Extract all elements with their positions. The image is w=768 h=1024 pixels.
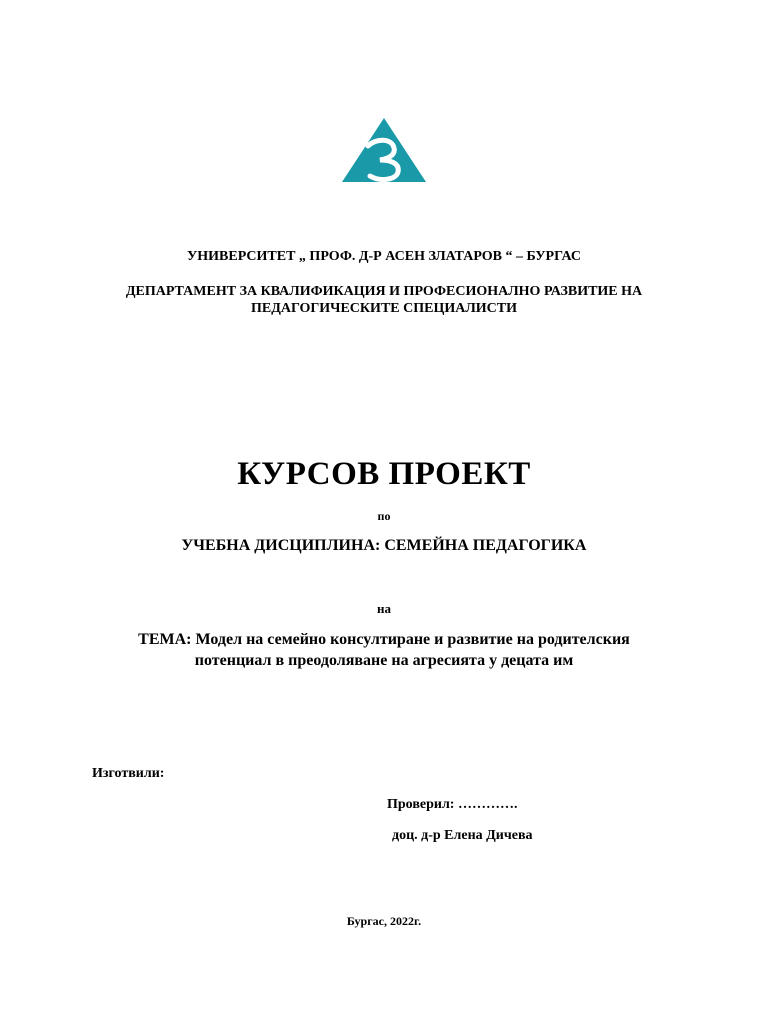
university-triangle-logo-icon <box>340 116 428 184</box>
checked-by-label: Проверил: …………. <box>387 797 518 812</box>
discipline: УЧЕБНА ДИСЦИПЛИНА: СЕМЕЙНА ПЕДАГОГИКА <box>181 537 587 554</box>
na-label: на <box>377 601 391 616</box>
department-name <box>0 283 768 317</box>
city-year: Бургас, 2022г. <box>346 914 422 928</box>
topic <box>0 629 768 671</box>
document-title: КУРСОВ ПРОЕКТ <box>237 456 531 492</box>
supervisor-name: доц. д-р Елена Дичева <box>392 828 533 843</box>
department-line-2: ПЕДАГОГИЧЕСКИТЕ СПЕЦИАЛИСТИ <box>250 301 518 316</box>
topic-line-2: потенциал в преодоляване на агресията у децата им <box>194 652 574 669</box>
prepared-by-label: Изготвили: <box>92 766 165 781</box>
topic-line-1: ТЕМА: Модел на семейно консултиране и развитие на родителския <box>138 631 630 648</box>
po-label: по <box>377 509 391 523</box>
department-line-1: ДЕПАРТАМЕНТ ЗА КВАЛИФИКАЦИЯ И ПРОФЕСИОНАЛНО РАЗВИТИЕ НА <box>125 284 643 299</box>
university-name: УНИВЕРСИТЕТ „ ПРОФ. Д-Р АСЕН ЗЛАТАРОВ “ – БУРГАС <box>186 249 582 264</box>
